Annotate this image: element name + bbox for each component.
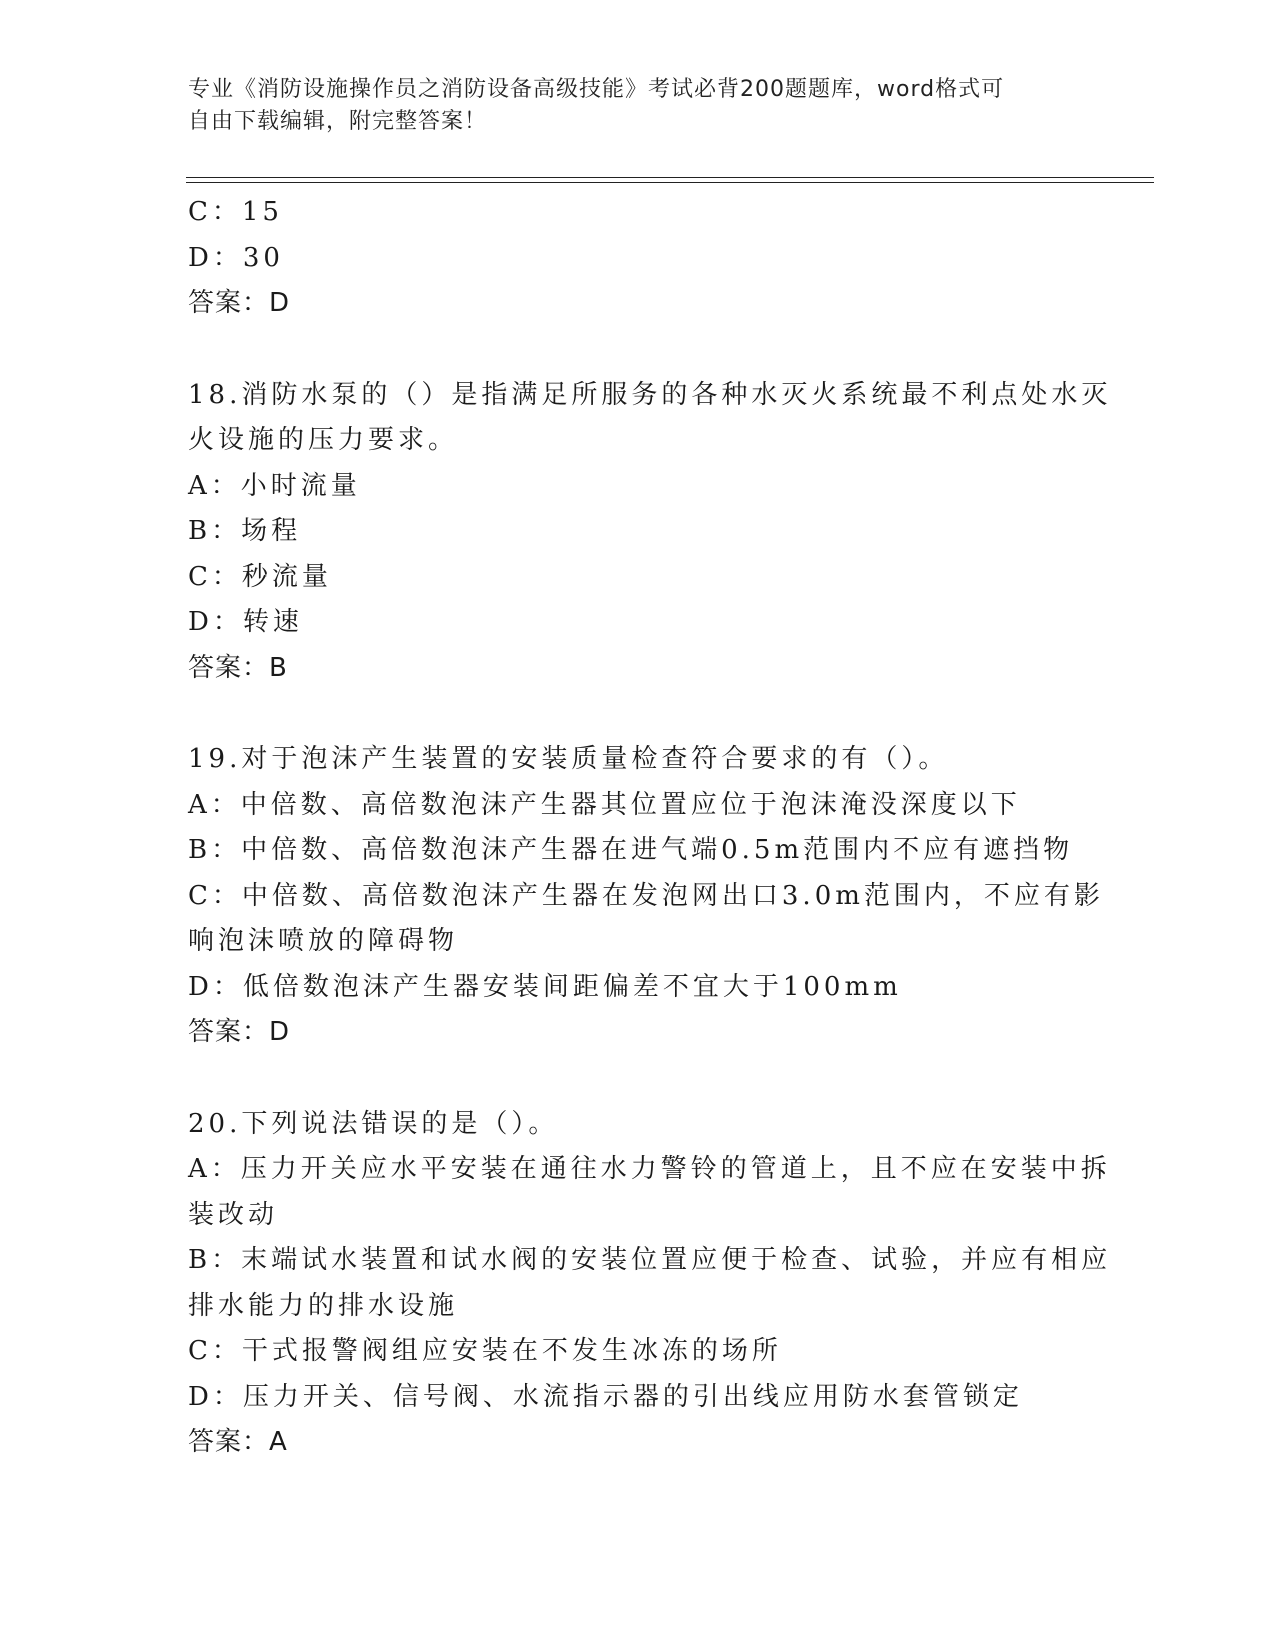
option-b-continued: 排水能力的排水设施: [188, 1290, 459, 1321]
option-a: A：中倍数、高倍数泡沫产生器其位置应位于泡沫淹没深度以下: [188, 789, 1021, 820]
answer: 答案：D: [188, 1017, 291, 1047]
question-stem: 18.消防水泵的（）是指满足所服务的各种水灭火系统最不利点处水灭: [188, 379, 1112, 410]
option-d: D：压力开关、信号阀、水流指示器的引出线应用防水套管锁定: [188, 1381, 1023, 1412]
option-b: B：末端试水装置和试水阀的安装位置应便于检查、试验，并应有相应: [188, 1245, 1112, 1275]
question-content: [188, 190, 1112, 1466]
spacer: [188, 1056, 1088, 1102]
header-divider-top: [186, 177, 1154, 178]
option-d: D：低倍数泡沫产生器安装间距偏差不宜大于100mm: [188, 971, 902, 1002]
question-19: [188, 737, 1104, 1056]
question-stem: 19.对于泡沫产生装置的安装质量检查符合要求的有（）。: [188, 744, 949, 774]
question-18: [188, 373, 1112, 692]
answer: 答案：D: [188, 288, 291, 318]
question-20: [188, 1102, 1112, 1466]
spacer: [188, 327, 1088, 373]
question-stem-continued: 火设施的压力要求。: [188, 425, 459, 455]
answer: 答案：A: [188, 1427, 288, 1457]
document-header: [188, 74, 1068, 138]
spacer: [188, 691, 1088, 737]
option-d: D：30: [188, 242, 284, 273]
option-a-continued: 装改动: [188, 1199, 279, 1230]
option-a: A：压力开关应水平安装在通往水力警铃的管道上，且不应在安装中拆: [188, 1154, 1111, 1184]
option-b: B：中倍数、高倍数泡沫产生器在进气端0.5m范围内不应有遮挡物: [188, 835, 1074, 865]
answer: 答案：B: [188, 652, 288, 683]
option-c: C：干式报警阀组应安装在不发生冰冻的场所: [188, 1336, 782, 1366]
question-17-tail: [188, 190, 1088, 327]
option-c: C：秒流量: [188, 561, 332, 592]
header-title-line-2: 自由下载编辑，附完整答案！: [188, 109, 488, 134]
option-c-continued: 响泡沫喷放的障碍物: [188, 926, 459, 956]
option-b: B：场程: [188, 516, 302, 546]
option-d: D：转速: [188, 607, 303, 637]
header-title-line-1: 专业《消防设施操作员之消防设备高级技能》考试必背200题题库，word格式可: [188, 77, 1005, 102]
option-c: C：中倍数、高倍数泡沫产生器在发泡网出口3.0m范围内，不应有影: [188, 880, 1104, 911]
header-divider-bottom: [186, 182, 1154, 183]
option-a: A：小时流量: [188, 470, 361, 501]
question-stem: 20.下列说法错误的是（）。: [188, 1108, 559, 1139]
option-c: C：15: [188, 197, 283, 227]
